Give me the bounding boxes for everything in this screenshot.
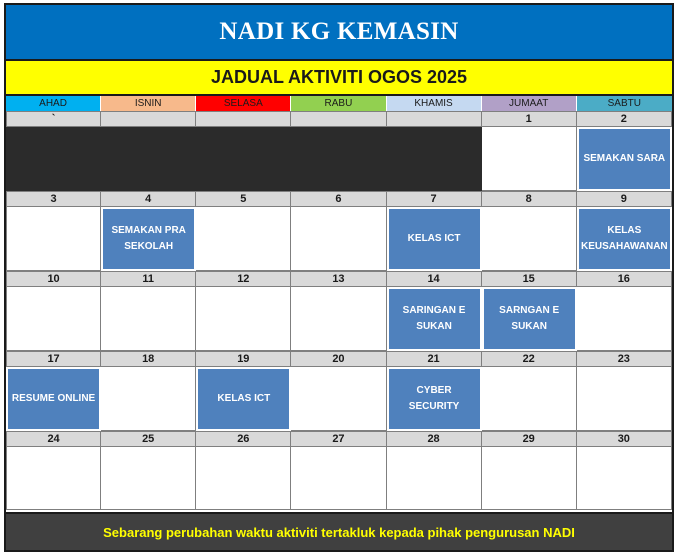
activity-row bbox=[6, 127, 672, 191]
activity-cell: CYBER SECURITY bbox=[387, 367, 482, 431]
weekday-header bbox=[6, 96, 672, 111]
page-title: NADI KG KEMASIN bbox=[6, 5, 672, 61]
day-header-selasa: SELASA bbox=[196, 96, 291, 111]
activity-cell: KELAS ICT bbox=[387, 207, 482, 271]
empty-day-cell bbox=[196, 287, 291, 351]
empty-day-cell bbox=[101, 447, 196, 510]
date-number: 28 bbox=[387, 431, 482, 447]
day-header-ahad: AHAD bbox=[6, 96, 101, 111]
empty-day-cell bbox=[577, 367, 672, 431]
date-number: 19 bbox=[196, 351, 291, 367]
day-header-rabu: RABU bbox=[291, 96, 386, 111]
empty-day-cell bbox=[6, 207, 101, 271]
date-number: 22 bbox=[482, 351, 577, 367]
date-number bbox=[387, 111, 482, 127]
activity-cell: SEMAKAN PRA SEKOLAH bbox=[101, 207, 196, 271]
empty-day-cell bbox=[387, 447, 482, 510]
activity-cell: SEMAKAN SARA bbox=[577, 127, 672, 191]
empty-day-cell bbox=[482, 207, 577, 271]
empty-day-cell bbox=[577, 447, 672, 510]
date-number: 2 bbox=[577, 111, 672, 127]
empty-day-cell bbox=[6, 447, 101, 510]
day-header-isnin: ISNIN bbox=[101, 96, 196, 111]
calendar-sheet bbox=[4, 3, 674, 552]
date-number bbox=[291, 111, 386, 127]
date-number: 29 bbox=[482, 431, 577, 447]
date-number: 16 bbox=[577, 271, 672, 287]
activity-cell: SARNGAN E SUKAN bbox=[482, 287, 577, 351]
activity-row bbox=[6, 287, 672, 351]
empty-day-cell bbox=[291, 127, 386, 191]
date-number: 6 bbox=[291, 191, 386, 207]
activity-cell: SARINGAN E SUKAN bbox=[387, 287, 482, 351]
date-number: 30 bbox=[577, 431, 672, 447]
schedule-subtitle: JADUAL AKTIVITI OGOS 2025 bbox=[6, 61, 672, 96]
empty-day-cell bbox=[196, 447, 291, 510]
date-number-row bbox=[6, 431, 672, 447]
empty-day-cell bbox=[482, 127, 577, 191]
date-number: 24 bbox=[6, 431, 101, 447]
date-number: 12 bbox=[196, 271, 291, 287]
empty-day-cell bbox=[6, 287, 101, 351]
date-number bbox=[101, 111, 196, 127]
activity-row bbox=[6, 367, 672, 431]
date-number: 20 bbox=[291, 351, 386, 367]
date-number: 15 bbox=[482, 271, 577, 287]
date-number: 3 bbox=[6, 191, 101, 207]
activity-cell: RESUME ONLINE bbox=[6, 367, 101, 431]
date-number: 17 bbox=[6, 351, 101, 367]
date-number: 14 bbox=[387, 271, 482, 287]
empty-day-cell bbox=[291, 287, 386, 351]
activity-row bbox=[6, 447, 672, 511]
date-number: 13 bbox=[291, 271, 386, 287]
date-number-row bbox=[6, 271, 672, 287]
activity-cell: KELAS KEUSAHAWANAN bbox=[577, 207, 672, 271]
date-number: 5 bbox=[196, 191, 291, 207]
empty-day-cell bbox=[196, 207, 291, 271]
empty-day-cell bbox=[6, 127, 101, 191]
activity-row bbox=[6, 207, 672, 271]
date-number-row bbox=[6, 191, 672, 207]
empty-day-cell bbox=[577, 287, 672, 351]
activity-cell: KELAS ICT bbox=[196, 367, 291, 431]
date-number-row bbox=[6, 111, 672, 127]
date-number: 4 bbox=[101, 191, 196, 207]
empty-day-cell bbox=[482, 367, 577, 431]
footer-note: Sebarang perubahan waktu aktiviti tertakluk kepada pihak pengurusan NADI bbox=[6, 512, 672, 550]
date-number: 23 bbox=[577, 351, 672, 367]
empty-day-cell bbox=[196, 127, 291, 191]
date-number: 18 bbox=[101, 351, 196, 367]
day-header-jumaat: JUMAAT bbox=[482, 96, 577, 111]
calendar-grid bbox=[6, 111, 672, 511]
date-number-row bbox=[6, 351, 672, 367]
empty-day-cell bbox=[387, 127, 482, 191]
date-number: 25 bbox=[101, 431, 196, 447]
empty-day-cell bbox=[101, 367, 196, 431]
date-number: 11 bbox=[101, 271, 196, 287]
empty-day-cell bbox=[291, 207, 386, 271]
empty-day-cell bbox=[291, 447, 386, 510]
date-number: ` bbox=[6, 111, 101, 127]
date-number: 21 bbox=[387, 351, 482, 367]
day-header-sabtu: SABTU bbox=[577, 96, 672, 111]
date-number: 27 bbox=[291, 431, 386, 447]
date-number bbox=[196, 111, 291, 127]
date-number: 7 bbox=[387, 191, 482, 207]
date-number: 10 bbox=[6, 271, 101, 287]
empty-day-cell bbox=[291, 367, 386, 431]
date-number: 8 bbox=[482, 191, 577, 207]
empty-day-cell bbox=[101, 127, 196, 191]
empty-day-cell bbox=[482, 447, 577, 510]
date-number: 1 bbox=[482, 111, 577, 127]
date-number: 26 bbox=[196, 431, 291, 447]
date-number: 9 bbox=[577, 191, 672, 207]
day-header-khamis: KHAMIS bbox=[387, 96, 482, 111]
empty-day-cell bbox=[101, 287, 196, 351]
